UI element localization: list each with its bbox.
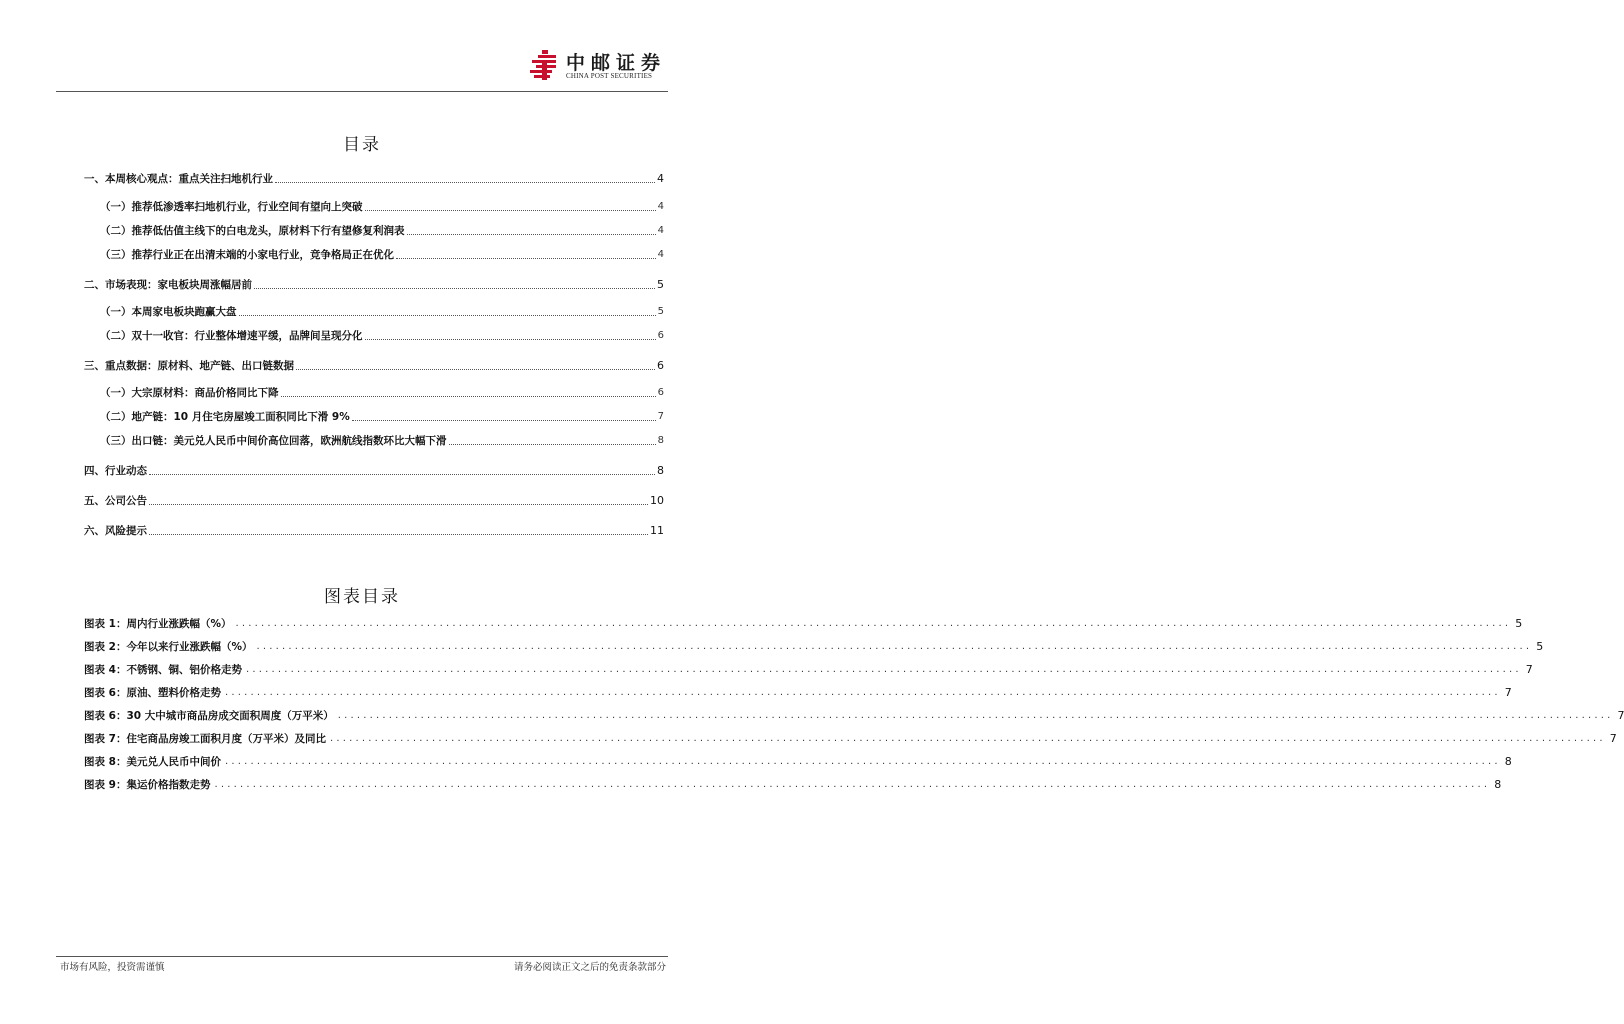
toc-entry-label: （二）地产链：10 月住宅房屋竣工面积同比下滑 9% — [100, 411, 350, 423]
toc-entry-label: （三）出口链：美元兑人民币中间价高位回落，欧洲航线指数环比大幅下滑 — [100, 435, 447, 447]
logo-chinese-name: 中邮证券 — [566, 52, 667, 74]
toc-leader-dots — [296, 368, 655, 370]
figure-leader-dots: ........................................................................................................................................................................................................ — [329, 733, 1606, 744]
toc-entry-label: 一、本周核心观点：重点关注扫地机行业 — [84, 173, 273, 185]
toc-entry-page: 6 — [657, 387, 664, 398]
toc-entry-label: 四、行业动态 — [84, 465, 147, 477]
toc-entry[interactable] — [100, 384, 664, 400]
toc-leader-dots — [352, 419, 656, 421]
figure-entry[interactable] — [84, 707, 1624, 723]
toc-entry-label: 二、市场表现：家电板块周涨幅居前 — [84, 279, 252, 291]
toc-leader-dots — [239, 314, 656, 316]
toc-leader-dots — [396, 257, 656, 259]
toc-entry[interactable] — [100, 222, 664, 238]
figure-entry-page: 5 — [1536, 640, 1544, 653]
toc-leader-dots — [365, 209, 656, 211]
toc-entry-page: 6 — [657, 330, 664, 341]
toc-entry[interactable] — [84, 492, 664, 508]
figure-entry-label: 图表 8：美元兑人民币中间价 — [84, 756, 221, 768]
footer-risk-note: 市场有风险，投资需谨慎 — [60, 962, 165, 973]
figure-entry-label: 图表 1：周内行业涨跌幅（%） — [84, 618, 232, 630]
figure-entry[interactable] — [84, 753, 1512, 769]
toc-entry[interactable] — [84, 357, 664, 373]
toc-entry[interactable] — [84, 522, 664, 538]
toc-entry-label: （三）推荐行业正在出清末端的小家电行业，竞争格局正在优化 — [100, 249, 394, 261]
toc-entry[interactable] — [100, 303, 664, 319]
toc-entry-page: 4 — [657, 172, 664, 185]
toc-entry-label: 五、公司公告 — [84, 495, 147, 507]
toc-leader-dots — [275, 181, 655, 183]
figure-leader-dots: ........................................................................................................................................................................................................ — [235, 618, 1512, 629]
figure-entry-page: 5 — [1515, 617, 1523, 630]
figure-entry[interactable] — [84, 661, 1533, 677]
toc-leader-dots — [254, 287, 655, 289]
logo-english-name: CHINA POST SECURITIES — [566, 72, 653, 80]
toc-entry-page: 5 — [657, 306, 664, 317]
toc-entry[interactable] — [84, 276, 664, 292]
header-divider — [56, 91, 668, 92]
figure-entry-label: 图表 6：30 大中城市商品房成交面积周度（万平米） — [84, 710, 334, 722]
toc-leader-dots — [449, 443, 656, 445]
figure-leader-dots: ........................................................................................................................................................................................................ — [214, 779, 1491, 790]
toc-leader-dots — [149, 533, 648, 535]
company-logo — [528, 48, 668, 84]
figure-entry-label: 图表 9：集运价格指数走势 — [84, 779, 211, 791]
figure-entry[interactable] — [84, 638, 1544, 654]
toc-entry-label: （一）本周家电板块跑赢大盘 — [100, 306, 237, 318]
toc-leader-dots — [281, 395, 656, 397]
figure-list-title: 图表目录 — [324, 587, 400, 607]
china-post-emblem-icon — [528, 48, 562, 82]
figure-entry-page: 7 — [1609, 732, 1617, 745]
toc-leader-dots — [149, 503, 648, 505]
figure-leader-dots: ........................................................................................................................................................................................................ — [224, 687, 1501, 698]
figure-entry-page: 7 — [1525, 663, 1533, 676]
toc-leader-dots — [365, 338, 656, 340]
toc-entry-page: 7 — [657, 411, 664, 422]
toc-entry-label: （一）大宗原材料：商品价格同比下降 — [100, 387, 279, 399]
figure-entry-label: 图表 7：住宅商品房竣工面积月度（万平米）及同比 — [84, 733, 326, 745]
toc-entry-page: 6 — [657, 359, 664, 372]
toc-leader-dots — [407, 233, 656, 235]
toc-entry[interactable] — [84, 462, 664, 478]
toc-entry-page: 8 — [657, 464, 664, 477]
figure-entry[interactable] — [84, 615, 1523, 631]
figure-leader-dots: ........................................................................................................................................................................................................ — [224, 756, 1501, 767]
footer-divider — [56, 956, 668, 957]
figure-entry[interactable] — [84, 776, 1502, 792]
toc-entry[interactable] — [100, 408, 664, 424]
figure-entry[interactable] — [84, 684, 1512, 700]
toc-entry-label: （二）双十一收官：行业整体增速平缓，品牌间呈现分化 — [100, 330, 363, 342]
toc-entry[interactable] — [84, 170, 664, 186]
figure-entry[interactable] — [84, 730, 1617, 746]
figure-leader-dots: ........................................................................................................................................................................................................ — [256, 641, 1533, 652]
toc-entry-page: 10 — [650, 494, 664, 507]
figure-entry-page: 8 — [1494, 778, 1502, 791]
figure-entry-page: 8 — [1504, 755, 1512, 768]
toc-entry[interactable] — [100, 198, 664, 214]
toc-entry-label: 三、重点数据：原材料、地产链、出口链数据 — [84, 360, 294, 372]
toc-entry[interactable] — [100, 327, 664, 343]
figure-entry-page: 7 — [1504, 686, 1512, 699]
toc-entry-page: 4 — [657, 225, 664, 236]
toc-entry[interactable] — [100, 432, 664, 448]
toc-entry-label: （二）推荐低估值主线下的白电龙头，原材料下行有望修复利润表 — [100, 225, 405, 237]
page-header — [0, 0, 724, 94]
toc-entry-page: 11 — [650, 524, 664, 537]
footer-disclaimer-note: 请务必阅读正文之后的免责条款部分 — [513, 962, 666, 973]
toc-leader-dots — [149, 473, 655, 475]
figure-leader-dots: ........................................................................................................................................................................................................ — [245, 664, 1522, 675]
toc-entry-page: 5 — [657, 278, 664, 291]
toc-entry-page: 4 — [657, 201, 664, 212]
toc-entry[interactable] — [100, 246, 664, 262]
toc-entry-page: 8 — [657, 435, 664, 446]
figure-entry-label: 图表 6：原油、塑料价格走势 — [84, 687, 221, 699]
figure-leader-dots: ........................................................................................................................................................................................................ — [337, 710, 1614, 721]
figure-entry-page: 7 — [1617, 709, 1624, 722]
figure-entry-label: 图表 2：今年以来行业涨跌幅（%） — [84, 641, 253, 653]
figure-entry-label: 图表 4：不锈钢、铜、铝价格走势 — [84, 664, 242, 676]
toc-entry-label: 六、风险提示 — [84, 525, 147, 537]
toc-entry-label: （一）推荐低渗透率扫地机行业，行业空间有望向上突破 — [100, 201, 363, 213]
toc-entry-page: 4 — [657, 249, 664, 260]
toc-title: 目录 — [343, 135, 381, 155]
